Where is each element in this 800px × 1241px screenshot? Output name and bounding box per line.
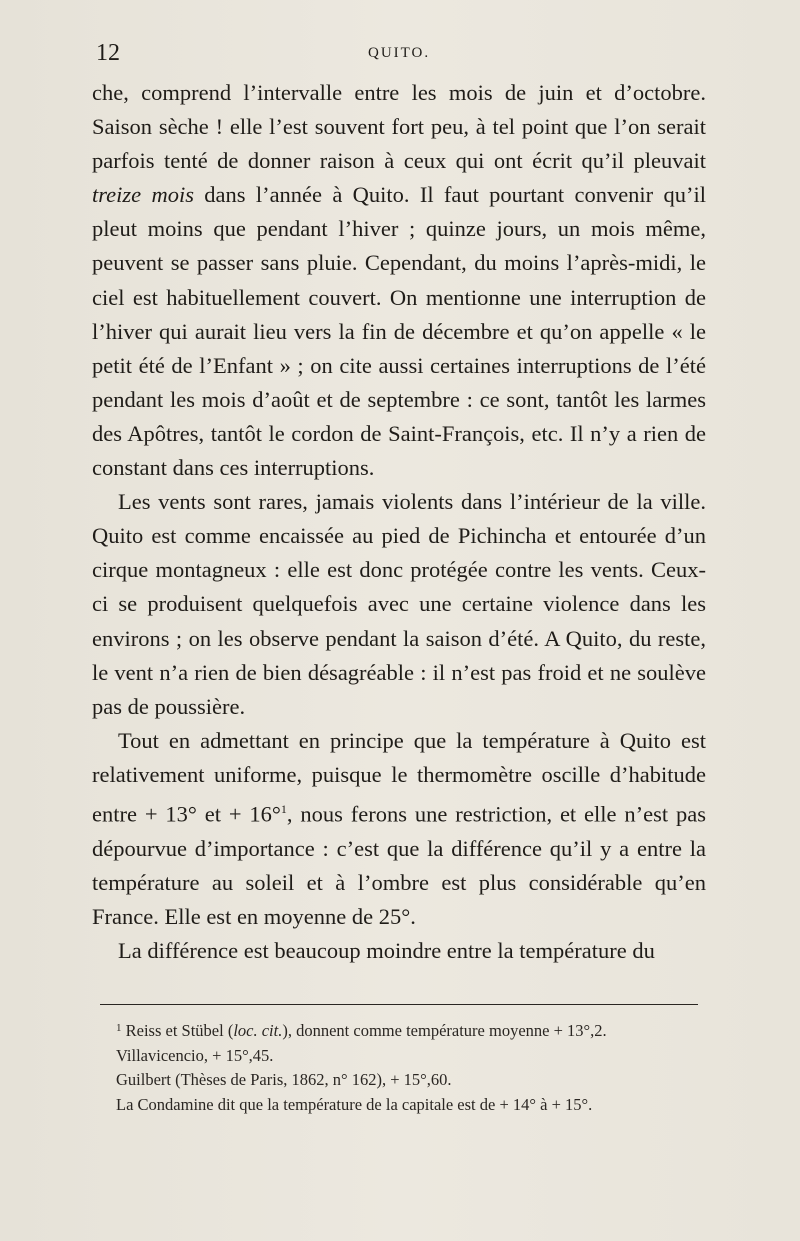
footnote-divider — [100, 1004, 698, 1005]
page-header — [96, 40, 706, 70]
footnote-mark: 1 — [116, 1022, 122, 1034]
body-text — [92, 76, 706, 968]
footnote-line-2: Villavicencio, + 15°,45. — [116, 1045, 274, 1065]
footnote-line-3: Guilbert (Thèses de Paris, 1862, n° 162), + 15°,60. — [116, 1070, 452, 1089]
paragraph-4: La différence est beaucoup moindre entre la température du — [118, 937, 655, 963]
paragraph-1-text: che, comprend l’intervalle entre les mois de juin et d’octobre. Saison sèche ! elle l’est souvent fort peu, à tel point que l’on serait parfois tenté de donner raison à ceux qui ont écrit qu’il pleuvait — [92, 80, 706, 174]
footnote-reference: 1 — [280, 801, 287, 816]
footnote-1-rest: ), donnent comme température moyenne + 13°,2. — [282, 1021, 607, 1040]
paragraph-3-text: Tout en admettant en principe que la température à Quito est relativement uniforme, puisque le thermomètre oscille d’habitude entre + 13° et + 16° — [92, 727, 706, 827]
paragraph-3-rest: , nous ferons une restriction, et elle n’est pas dépourvue d’importance : c’est que la différence qu’il y a entre la température au soleil et à l’ombre est plus considérable qu’en France. Elle est en moyenne de 25°. — [92, 801, 706, 929]
italic-phrase: treize mois — [92, 182, 194, 208]
paragraph-1 — [92, 76, 706, 485]
footnotes — [92, 1016, 706, 1117]
page-number: 12 — [96, 40, 120, 66]
running-title: QUITO. — [368, 45, 431, 61]
footnote-1 — [92, 1016, 706, 1044]
footnote-1-text: Reiss et Stübel ( — [121, 1021, 234, 1040]
paragraph-2: Les vents sont rares, jamais violents dans l’intérieur de la ville. Quito est comme encaissée au pied de Pichincha et entourée d’un cirque montagneux : elle est donc protégée contre les vents. Ceux-ci se produisent quelquefois avec une certaine violence dans les environs ; on les observe pendant la saison d’été. A Quito, du reste, le vent n’a rien de bien désagréable : il n’est pas froid et ne soulève pas de poussière. — [92, 489, 706, 719]
paragraph-1-rest: dans l’année à Quito. Il faut pourtant convenir qu’il pleut moins que pendant l’hiver ; quinze jours, un mois même, peuvent se passer sans pluie. Cependant, du moins l’après-midi, le ciel est habituellement couvert. On mentionne une interruption de l’hiver qui aurait lieu vers la fin de décembre et qu’on appelle « le petit été de l’Enfant » ; on cite aussi certaines interruptions de l’été pendant les mois d’août et de septembre : ce sont, tantôt les larmes des Apôtres, tantôt le cordon de Saint-François, etc. Il n’y a rien de constant dans ces interruptions. — [92, 182, 706, 481]
footnote-1-italic: loc. cit. — [233, 1021, 283, 1040]
paragraph-3 — [92, 724, 706, 934]
footnote-line-4: La Condamine dit que la température de la capitale est de + 14° à + 15°. — [116, 1094, 593, 1114]
